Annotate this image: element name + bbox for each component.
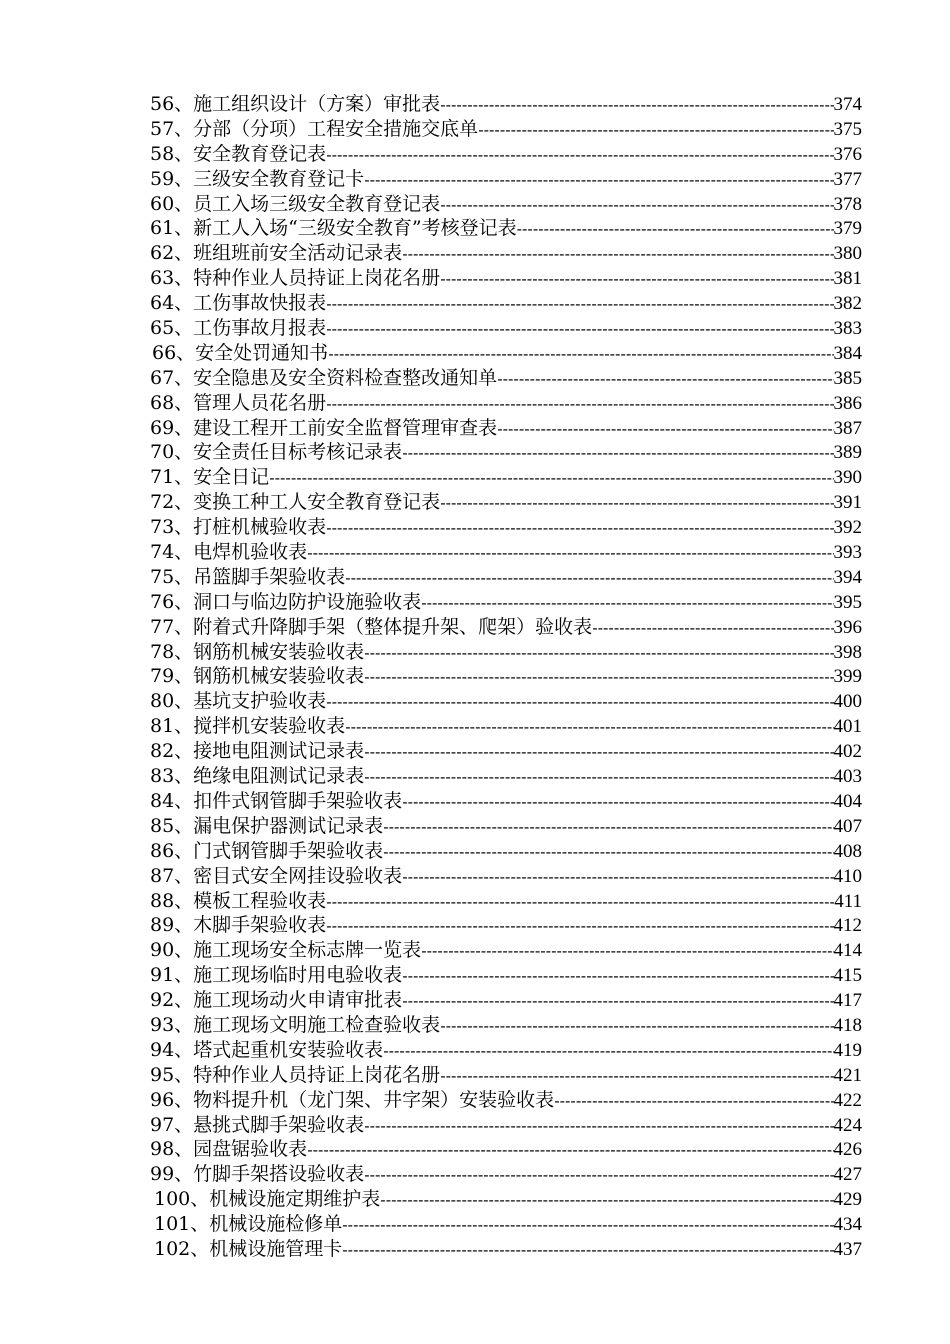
toc-entry-page-number: 375 [833, 118, 862, 140]
toc-dot-leader [342, 1238, 833, 1262]
toc-entry-page-number: 382 [833, 293, 862, 315]
toc-dot-leader [364, 1163, 833, 1187]
toc-entry[interactable] [150, 565, 862, 590]
toc-entry[interactable] [150, 1137, 862, 1162]
toc-dot-leader [440, 267, 833, 291]
toc-entry[interactable] [150, 117, 862, 142]
toc-entry-title: 91、施工现场临时用电验收表 [150, 964, 403, 987]
toc-entry-title: 101、机械设施检修单 [154, 1213, 343, 1236]
toc-entry[interactable] [150, 640, 862, 665]
toc-entry-title: 79、钢筋机械安装验收表 [150, 665, 365, 688]
toc-entry[interactable] [150, 864, 862, 889]
table-of-contents [150, 92, 862, 1262]
toc-entry[interactable] [150, 341, 862, 366]
toc-entry-page-number: 415 [833, 965, 862, 987]
toc-dot-leader [342, 1213, 833, 1237]
toc-entry-page-number: 421 [833, 1064, 862, 1086]
toc-dot-leader [345, 566, 833, 590]
toc-entry[interactable] [150, 266, 862, 291]
toc-entry[interactable] [150, 440, 862, 465]
toc-entry[interactable] [150, 1237, 862, 1262]
toc-entry-page-number: 402 [833, 741, 862, 763]
toc-entry-title: 94、塔式起重机安装验收表 [150, 1038, 384, 1061]
toc-dot-leader [554, 1089, 833, 1113]
toc-entry[interactable] [150, 789, 862, 814]
toc-entry[interactable] [150, 391, 862, 416]
toc-entry-title: 73、打桩机械验收表 [150, 516, 327, 539]
toc-entry-title: 81、搅拌机安装验收表 [150, 715, 346, 738]
toc-entry-page-number: 390 [833, 467, 862, 489]
toc-entry-title: 69、建设工程开工前安全监督管理审查表 [150, 416, 498, 439]
toc-dot-leader [440, 93, 833, 117]
toc-entry-page-number: 434 [833, 1214, 862, 1236]
toc-entry[interactable] [150, 515, 862, 540]
toc-entry-page-number: 418 [833, 1014, 862, 1036]
toc-entry[interactable] [150, 1088, 862, 1113]
toc-entry-page-number: 376 [833, 143, 862, 165]
toc-entry-page-number: 417 [833, 990, 862, 1012]
toc-dot-leader [326, 292, 833, 316]
toc-entry[interactable] [150, 1187, 862, 1212]
toc-entry-title: 62、班组班前安全活动记录表 [150, 242, 403, 265]
toc-entry-title: 92、施工现场动火申请审批表 [150, 989, 403, 1012]
toc-dot-leader [478, 118, 833, 142]
toc-entry[interactable] [150, 889, 862, 914]
toc-entry-page-number: 386 [833, 392, 862, 414]
toc-dot-leader [364, 665, 833, 689]
toc-entry[interactable] [150, 167, 862, 192]
toc-dot-leader [364, 1114, 833, 1138]
toc-entry-page-number: 384 [833, 342, 862, 364]
toc-entry[interactable] [150, 913, 862, 938]
toc-dot-leader [383, 840, 833, 864]
toc-entry-page-number: 429 [833, 1189, 862, 1211]
toc-entry-page-number: 437 [833, 1238, 862, 1260]
toc-dot-leader [402, 865, 833, 889]
toc-dot-leader [345, 715, 833, 739]
toc-entry-page-number: 392 [833, 517, 862, 539]
toc-entry[interactable] [150, 839, 862, 864]
toc-entry-title: 64、工伤事故快报表 [150, 292, 327, 315]
toc-entry-page-number: 414 [833, 940, 862, 962]
toc-entry[interactable] [150, 1212, 862, 1237]
toc-entry-page-number: 385 [833, 367, 862, 389]
toc-entry-title: 84、扣件式钢管脚手架验收表 [150, 789, 403, 812]
toc-dot-leader [326, 392, 833, 416]
toc-entry[interactable] [150, 814, 862, 839]
toc-entry-title: 67、安全隐患及安全资料检查整改通知单 [150, 366, 498, 389]
toc-entry-page-number: 374 [833, 94, 862, 115]
toc-dot-leader [328, 342, 833, 366]
toc-entry-title: 95、特种作业人员持证上岗花名册 [150, 1063, 441, 1086]
toc-entry[interactable] [150, 963, 862, 988]
toc-entry-title: 58、安全教育登记表 [150, 142, 327, 165]
toc-entry-title: 59、三级安全教育登记卡 [150, 167, 365, 190]
toc-entry-title: 96、物料提升机（龙门架、井字架）安装验收表 [150, 1088, 555, 1111]
toc-dot-leader [326, 690, 833, 714]
toc-entry[interactable] [150, 1162, 862, 1187]
toc-entry[interactable] [150, 316, 862, 341]
toc-entry-page-number: 381 [833, 268, 862, 290]
toc-entry-title: 72、变换工种工人安全教育登记表 [150, 491, 441, 514]
toc-dot-leader [402, 242, 833, 266]
toc-entry-page-number: 426 [833, 1139, 862, 1161]
toc-entry[interactable] [150, 689, 862, 714]
toc-entry[interactable] [150, 490, 862, 515]
toc-dot-leader [421, 591, 833, 615]
toc-entry[interactable] [150, 216, 862, 241]
toc-entry-page-number: 394 [833, 566, 862, 588]
toc-entry-title: 77、附着式升降脚手架（整体提升架、爬架）验收表 [150, 615, 593, 638]
toc-entry-page-number: 419 [833, 1039, 862, 1061]
toc-dot-leader [592, 616, 833, 640]
toc-entry-page-number: 404 [833, 790, 862, 812]
toc-entry[interactable] [150, 416, 862, 441]
toc-entry-title: 82、接地电阻测试记录表 [150, 740, 365, 763]
toc-entry-page-number: 424 [833, 1114, 862, 1136]
toc-entry-title: 100、机械设施定期维护表 [154, 1188, 381, 1211]
toc-dot-leader [402, 441, 833, 465]
toc-entry-page-number: 398 [833, 641, 862, 663]
toc-entry-title: 63、特种作业人员持证上岗花名册 [150, 267, 441, 290]
toc-entry-title: 102、机械设施管理卡 [154, 1237, 343, 1260]
toc-entry-title: 75、吊篮脚手架验收表 [150, 565, 346, 588]
toc-dot-leader [364, 765, 833, 789]
toc-entry[interactable] [150, 1038, 862, 1063]
toc-entry-title: 70、安全责任目标考核记录表 [150, 441, 403, 464]
toc-entry-page-number: 400 [833, 691, 862, 713]
toc-entry-title: 80、基坑支护验收表 [150, 690, 327, 713]
toc-entry[interactable] [150, 291, 862, 316]
toc-entry[interactable] [150, 988, 862, 1013]
toc-entry[interactable] [150, 540, 862, 565]
toc-entry-page-number: 411 [834, 890, 862, 912]
toc-dot-leader [326, 914, 833, 938]
toc-entry-title: 66、安全处罚通知书 [152, 341, 329, 364]
toc-entry-title: 93、施工现场文明施工检查验收表 [150, 1013, 441, 1036]
toc-entry-page-number: 379 [833, 218, 862, 240]
toc-dot-leader [440, 1064, 833, 1088]
toc-entry[interactable] [150, 764, 862, 789]
toc-dot-leader [383, 815, 833, 839]
toc-entry[interactable] [150, 664, 862, 689]
toc-dot-leader [307, 541, 833, 565]
toc-entry[interactable] [150, 590, 862, 615]
toc-entry-title: 74、电焊机验收表 [150, 541, 308, 564]
toc-entry-page-number: 396 [833, 616, 862, 638]
toc-dot-leader [421, 939, 833, 963]
toc-entry-page-number: 378 [833, 193, 862, 215]
toc-entry-page-number: 391 [833, 492, 862, 514]
toc-entry-title: 97、悬挑式脚手架验收表 [150, 1113, 365, 1136]
toc-entry[interactable] [150, 366, 862, 391]
toc-entry-title: 61、新工人入场“三级安全教育”考核登记表 [150, 217, 517, 240]
toc-entry-page-number: 403 [833, 766, 862, 788]
toc-entry[interactable] [150, 142, 862, 167]
toc-entry-page-number: 401 [833, 716, 862, 738]
toc-entry-page-number: 427 [833, 1164, 862, 1186]
toc-entry-title: 98、园盘锯验收表 [150, 1138, 308, 1161]
toc-entry[interactable] [150, 1013, 862, 1038]
toc-entry-title: 90、施工现场安全标志牌一览表 [150, 939, 422, 962]
toc-dot-leader [326, 890, 834, 914]
toc-dot-leader [383, 1039, 833, 1063]
toc-entry[interactable] [150, 615, 862, 640]
toc-dot-leader [440, 193, 833, 217]
toc-entry[interactable] [150, 714, 862, 739]
toc-entry-page-number: 377 [833, 168, 862, 190]
toc-dot-leader [440, 491, 833, 515]
toc-dot-leader [497, 417, 833, 441]
toc-dot-leader [364, 740, 833, 764]
toc-entry-title: 78、钢筋机械安装验收表 [150, 640, 365, 663]
toc-entry-page-number: 422 [833, 1089, 862, 1111]
toc-entry-title: 60、员工入场三级安全教育登记表 [150, 192, 441, 215]
toc-entry-page-number: 408 [833, 840, 862, 862]
toc-entry[interactable] [150, 1063, 862, 1088]
toc-entry-title: 65、工伤事故月报表 [150, 317, 327, 340]
toc-dot-leader [326, 143, 833, 167]
toc-entry-title: 89、木脚手架验收表 [150, 914, 327, 937]
toc-entry-page-number: 380 [833, 243, 862, 265]
toc-entry[interactable] [150, 241, 862, 266]
toc-entry-page-number: 412 [833, 915, 862, 937]
toc-dot-leader [497, 367, 833, 391]
toc-dot-leader [402, 989, 833, 1013]
toc-dot-leader [364, 641, 833, 665]
toc-dot-leader [402, 790, 833, 814]
toc-dot-leader [440, 1014, 833, 1038]
toc-entry-title: 87、密目式安全网挂设验收表 [150, 864, 403, 887]
toc-entry-page-number: 393 [833, 542, 862, 564]
toc-entry[interactable] [150, 739, 862, 764]
toc-entry-title: 85、漏电保护器测试记录表 [150, 814, 384, 837]
toc-entry-title: 76、洞口与临边防护设施验收表 [150, 590, 422, 613]
toc-dot-leader [364, 168, 833, 192]
toc-entry-title: 86、门式钢管脚手架验收表 [150, 839, 384, 862]
toc-entry-page-number: 407 [833, 815, 862, 837]
toc-entry-title: 56、施工组织设计（方案）审批表 [150, 93, 441, 115]
toc-dot-leader [326, 516, 833, 540]
toc-dot-leader [307, 1138, 833, 1162]
toc-entry[interactable] [150, 1113, 862, 1138]
toc-entry-title: 71、安全日记 [150, 466, 270, 489]
toc-entry-title: 83、绝缘电阻测试记录表 [150, 765, 365, 788]
toc-dot-leader [269, 466, 833, 490]
toc-dot-leader [380, 1188, 833, 1212]
toc-dot-leader [517, 217, 834, 241]
toc-entry-title: 68、管理人员花名册 [150, 391, 327, 414]
toc-entry-title: 57、分部（分项）工程安全措施交底单 [150, 117, 479, 140]
toc-entry-title: 88、模板工程验收表 [150, 889, 327, 912]
toc-entry-page-number: 399 [833, 666, 862, 688]
toc-entry[interactable] [150, 92, 862, 117]
toc-entry[interactable] [150, 465, 862, 490]
toc-entry-page-number: 387 [833, 417, 862, 439]
toc-entry-page-number: 395 [833, 591, 862, 613]
toc-entry-page-number: 410 [833, 865, 862, 887]
toc-dot-leader [402, 964, 833, 988]
toc-entry-title: 99、竹脚手架搭设验收表 [150, 1163, 365, 1186]
toc-entry-page-number: 383 [833, 318, 862, 340]
toc-dot-leader [326, 317, 833, 341]
toc-entry[interactable] [150, 192, 862, 217]
toc-entry[interactable] [150, 938, 862, 963]
toc-entry-page-number: 389 [833, 442, 862, 464]
